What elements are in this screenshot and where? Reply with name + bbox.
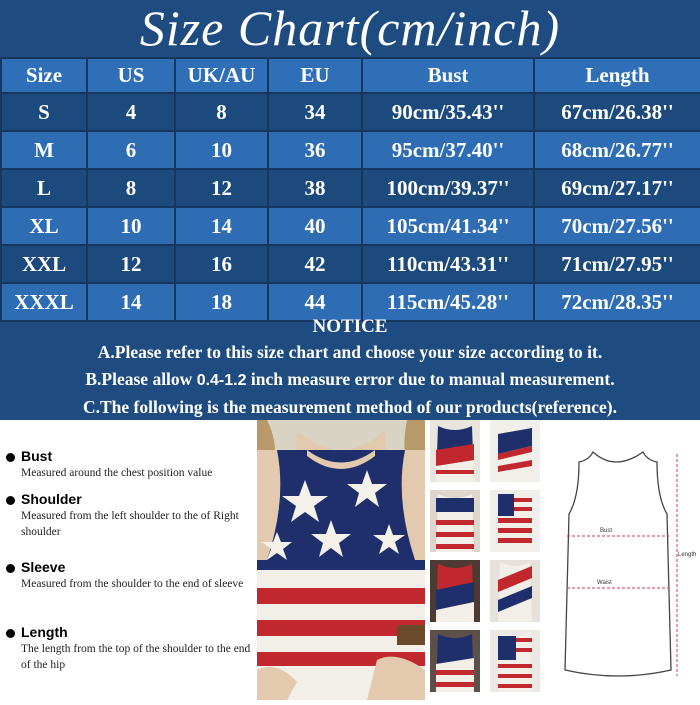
cell-us: 14 <box>87 283 175 321</box>
table-row <box>1 93 700 131</box>
notice-line-b-range: 0.4-1.2 <box>196 372 247 389</box>
definition-text: Measured from the shoulder to the end of sleeve <box>21 578 244 590</box>
cell-bust: 100cm/39.37'' <box>362 169 534 207</box>
definition-text: Measured around the chest position value <box>21 467 213 479</box>
chart-title: Size Chart(cm/inch) <box>139 0 561 56</box>
model-photo <box>257 420 425 700</box>
table-header-row <box>1 58 700 93</box>
product-thumbnails <box>430 420 542 700</box>
bullet-icon <box>6 496 15 505</box>
product-thumbnail <box>430 490 480 552</box>
cell-eu: 36 <box>268 131 362 169</box>
tank-top-outline <box>565 452 671 676</box>
product-thumbnail <box>430 420 480 482</box>
header-eu: EU <box>268 58 362 93</box>
table-row <box>1 169 700 207</box>
definition-title: Length <box>21 624 68 640</box>
waist-label: Waist <box>597 580 612 586</box>
bullet-icon <box>6 564 15 573</box>
cell-us: 12 <box>87 245 175 283</box>
cell-uk-au: 18 <box>175 283 268 321</box>
notice-line-c: C.The following is the measurement method of our products(reference). <box>82 397 617 417</box>
header-uk-au: UK/AU <box>175 58 268 93</box>
cell-us: 6 <box>87 131 175 169</box>
cell-bust: 95cm/37.40'' <box>362 131 534 169</box>
notice-line-a: A.Please refer to this size chart and choose your size according to it. <box>97 342 603 362</box>
cell-uk-au: 16 <box>175 245 268 283</box>
cell-length: 71cm/27.95'' <box>534 245 700 283</box>
notice-block <box>0 315 700 421</box>
cell-size: XXL <box>1 245 87 283</box>
cell-bust: 90cm/35.43'' <box>362 93 534 131</box>
notice-line-b <box>0 366 700 394</box>
cell-bust: 115cm/45.28'' <box>362 283 534 321</box>
cell-uk-au: 12 <box>175 169 268 207</box>
cell-uk-au: 8 <box>175 93 268 131</box>
definition-text: Measured from the left shoulder to the of Right shoulder <box>21 510 239 538</box>
header-length: Length <box>534 58 700 93</box>
cell-us: 4 <box>87 93 175 131</box>
cell-eu: 44 <box>268 283 362 321</box>
table-row <box>1 245 700 283</box>
bullet-icon <box>6 629 15 638</box>
cell-eu: 42 <box>268 245 362 283</box>
tank-top-diagram <box>545 442 700 700</box>
table-row <box>1 207 700 245</box>
product-thumbnail <box>430 630 480 692</box>
product-thumbnail <box>490 560 540 622</box>
cell-eu: 40 <box>268 207 362 245</box>
header-size: Size <box>1 58 87 93</box>
cell-size: M <box>1 131 87 169</box>
cell-uk-au: 14 <box>175 207 268 245</box>
bust-label: Bust <box>600 528 613 534</box>
cell-length: 72cm/28.35'' <box>534 283 700 321</box>
measurement-section <box>0 420 700 700</box>
cell-size: L <box>1 169 87 207</box>
product-thumbnail <box>490 490 540 552</box>
size-table <box>0 57 700 322</box>
bullet-icon <box>6 453 15 462</box>
cell-bust: 110cm/43.31'' <box>362 245 534 283</box>
cell-bust: 105cm/41.34'' <box>362 207 534 245</box>
cell-length: 68cm/26.77'' <box>534 131 700 169</box>
cell-length: 69cm/27.17'' <box>534 169 700 207</box>
definition-text: The length from the top of the shoulder to the end of the hip <box>21 643 251 671</box>
header-bust: Bust <box>362 58 534 93</box>
header-us: US <box>87 58 175 93</box>
notice-line-b-end: inch measure error due to manual measurement. <box>246 369 615 389</box>
product-thumbnail <box>490 630 540 692</box>
notice-title: NOTICE <box>312 316 388 337</box>
cell-eu: 34 <box>268 93 362 131</box>
cell-eu: 38 <box>268 169 362 207</box>
definition-title: Shoulder <box>21 491 82 507</box>
cell-us: 8 <box>87 169 175 207</box>
product-thumbnail <box>430 560 480 622</box>
cell-length: 70cm/27.56'' <box>534 207 700 245</box>
definition-title: Sleeve <box>21 559 66 575</box>
length-label: Length <box>678 552 697 558</box>
cell-size: S <box>1 93 87 131</box>
definition-title: Bust <box>21 448 53 464</box>
cell-us: 10 <box>87 207 175 245</box>
cell-length: 67cm/26.38'' <box>534 93 700 131</box>
cell-size: XXXL <box>1 283 87 321</box>
cell-size: XL <box>1 207 87 245</box>
notice-line-b-start: B.Please allow <box>85 369 197 389</box>
product-thumbnail <box>490 420 540 482</box>
table-row <box>1 131 700 169</box>
cell-uk-au: 10 <box>175 131 268 169</box>
